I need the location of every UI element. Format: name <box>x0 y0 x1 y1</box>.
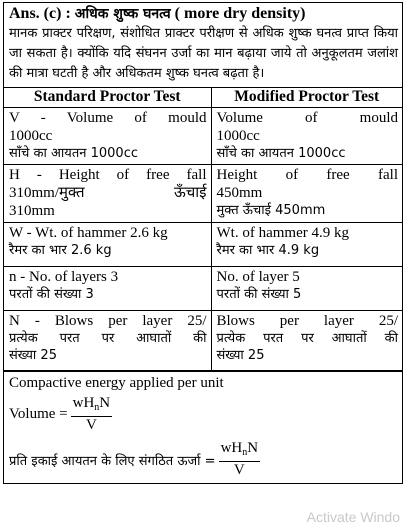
formula-hindi <box>9 440 398 479</box>
fraction-numerator <box>219 440 261 462</box>
cell-line: रैमर का भार 2.6 kg <box>9 243 112 258</box>
row-weight-standard <box>4 223 211 267</box>
cell-line: 1000cc <box>216 128 260 144</box>
activate-windows-watermark: Activate Windo <box>306 509 400 525</box>
cell-line: W - Wt. of hammer 2.6 kg <box>9 225 168 241</box>
formula-lhs: Volume = <box>9 406 68 422</box>
formula-caption: Compactive energy applied per unit <box>9 375 224 391</box>
answer-heading <box>4 3 402 24</box>
cell-line: परतों की संख्या 5 <box>216 287 302 302</box>
cell-line: H - Height of free fall <box>9 167 207 183</box>
cell-line: परतों की संख्या 3 <box>9 287 94 302</box>
numerator-tail: N <box>247 440 259 456</box>
cell-line: प्रत्येक परत पर आघातों की <box>9 331 207 346</box>
row-volume-modified <box>211 108 402 165</box>
answer-hindi-title: अधिक शुष्क घनत्व <box>74 6 171 22</box>
table-row <box>4 165 402 223</box>
cell-line: साँचे का आयतन 1000cc <box>216 146 346 161</box>
cell-line: V - Volume of mould <box>9 110 207 126</box>
formula-english <box>9 395 398 434</box>
row-blows-modified <box>211 311 402 371</box>
compactive-energy-formula <box>4 371 402 483</box>
numerator-text: wH <box>220 440 243 456</box>
cell-line: संख्या 25 <box>216 348 265 363</box>
cell-line: n - No. of layers 3 <box>9 269 119 285</box>
cell-line: प्रत्येक परत पर आघातों की <box>216 331 398 346</box>
header-standard-proctor: Standard Proctor Test <box>4 88 211 108</box>
formula-fraction-hindi <box>219 440 261 479</box>
cell-line: संख्या 25 <box>9 348 57 363</box>
row-weight-modified <box>211 223 402 267</box>
header-modified-proctor: Modified Proctor Test <box>211 88 402 108</box>
cell-line: Blows per layer 25/ <box>216 313 398 329</box>
cell-line: 1000cc <box>9 128 53 144</box>
formula-lhs-hindi: प्रति इकाई आयतन के लिए संगठित ऊर्जा = <box>9 453 216 469</box>
cell-line: साँचे का आयतन 1000cc <box>9 146 138 161</box>
numerator-subscript: n <box>242 447 248 458</box>
row-layers-modified <box>211 267 402 311</box>
table-row <box>4 267 402 311</box>
numerator-tail: N <box>99 395 111 411</box>
row-height-standard <box>4 165 211 223</box>
numerator-text: wH <box>72 395 95 411</box>
fraction-numerator <box>71 395 113 417</box>
row-volume-standard <box>4 108 211 165</box>
row-layers-standard <box>4 267 211 311</box>
table-row <box>4 311 402 371</box>
table-row <box>4 108 402 165</box>
row-height-modified <box>211 165 402 223</box>
cell-line: मुक्त ऊँचाई 450mm <box>216 203 326 218</box>
table-row <box>4 223 402 267</box>
fraction-denominator: V <box>233 462 245 478</box>
answer-label: Ans. (c) : <box>9 5 71 22</box>
cell-line: N - Blows per layer 25/ <box>9 313 207 329</box>
table-header-row <box>4 88 402 108</box>
formula-fraction <box>71 395 113 434</box>
cell-line: Volume of mould <box>216 110 398 126</box>
answer-english-title: ( more dry density) <box>174 5 306 22</box>
cell-line: रैमर का भार 4.9 kg <box>216 243 320 258</box>
cell-line: 450mm <box>216 185 263 201</box>
row-blows-standard <box>4 311 211 371</box>
cell-line: Height of free fall <box>216 167 398 183</box>
cell-line: No. of layer 5 <box>216 269 300 285</box>
fraction-denominator: V <box>85 417 97 433</box>
answer-sheet <box>3 2 403 484</box>
cell-line: Wt. of hammer 4.9 kg <box>216 225 349 241</box>
explanation-paragraph: मानक प्राक्टर परिक्षण, संशोधित प्राक्टर परीक्षण से अधिक शुष्क घनत्व प्राप्त किया जा सकता है। क्योंकि यदि संघनन उर्जा का मान बढ़ाया जाये तो अनुकूलतम जलांश की मात्रा घटती है और अधिकतम शुष्क घनत्व बढ़ता है। <box>9 26 398 81</box>
numerator-subscript: n <box>94 402 100 413</box>
proctor-comparison-table <box>4 87 402 371</box>
cell-line: 310mm <box>9 203 55 219</box>
cell-line: 310mm/मुक्त ऊँचाई <box>9 185 207 201</box>
